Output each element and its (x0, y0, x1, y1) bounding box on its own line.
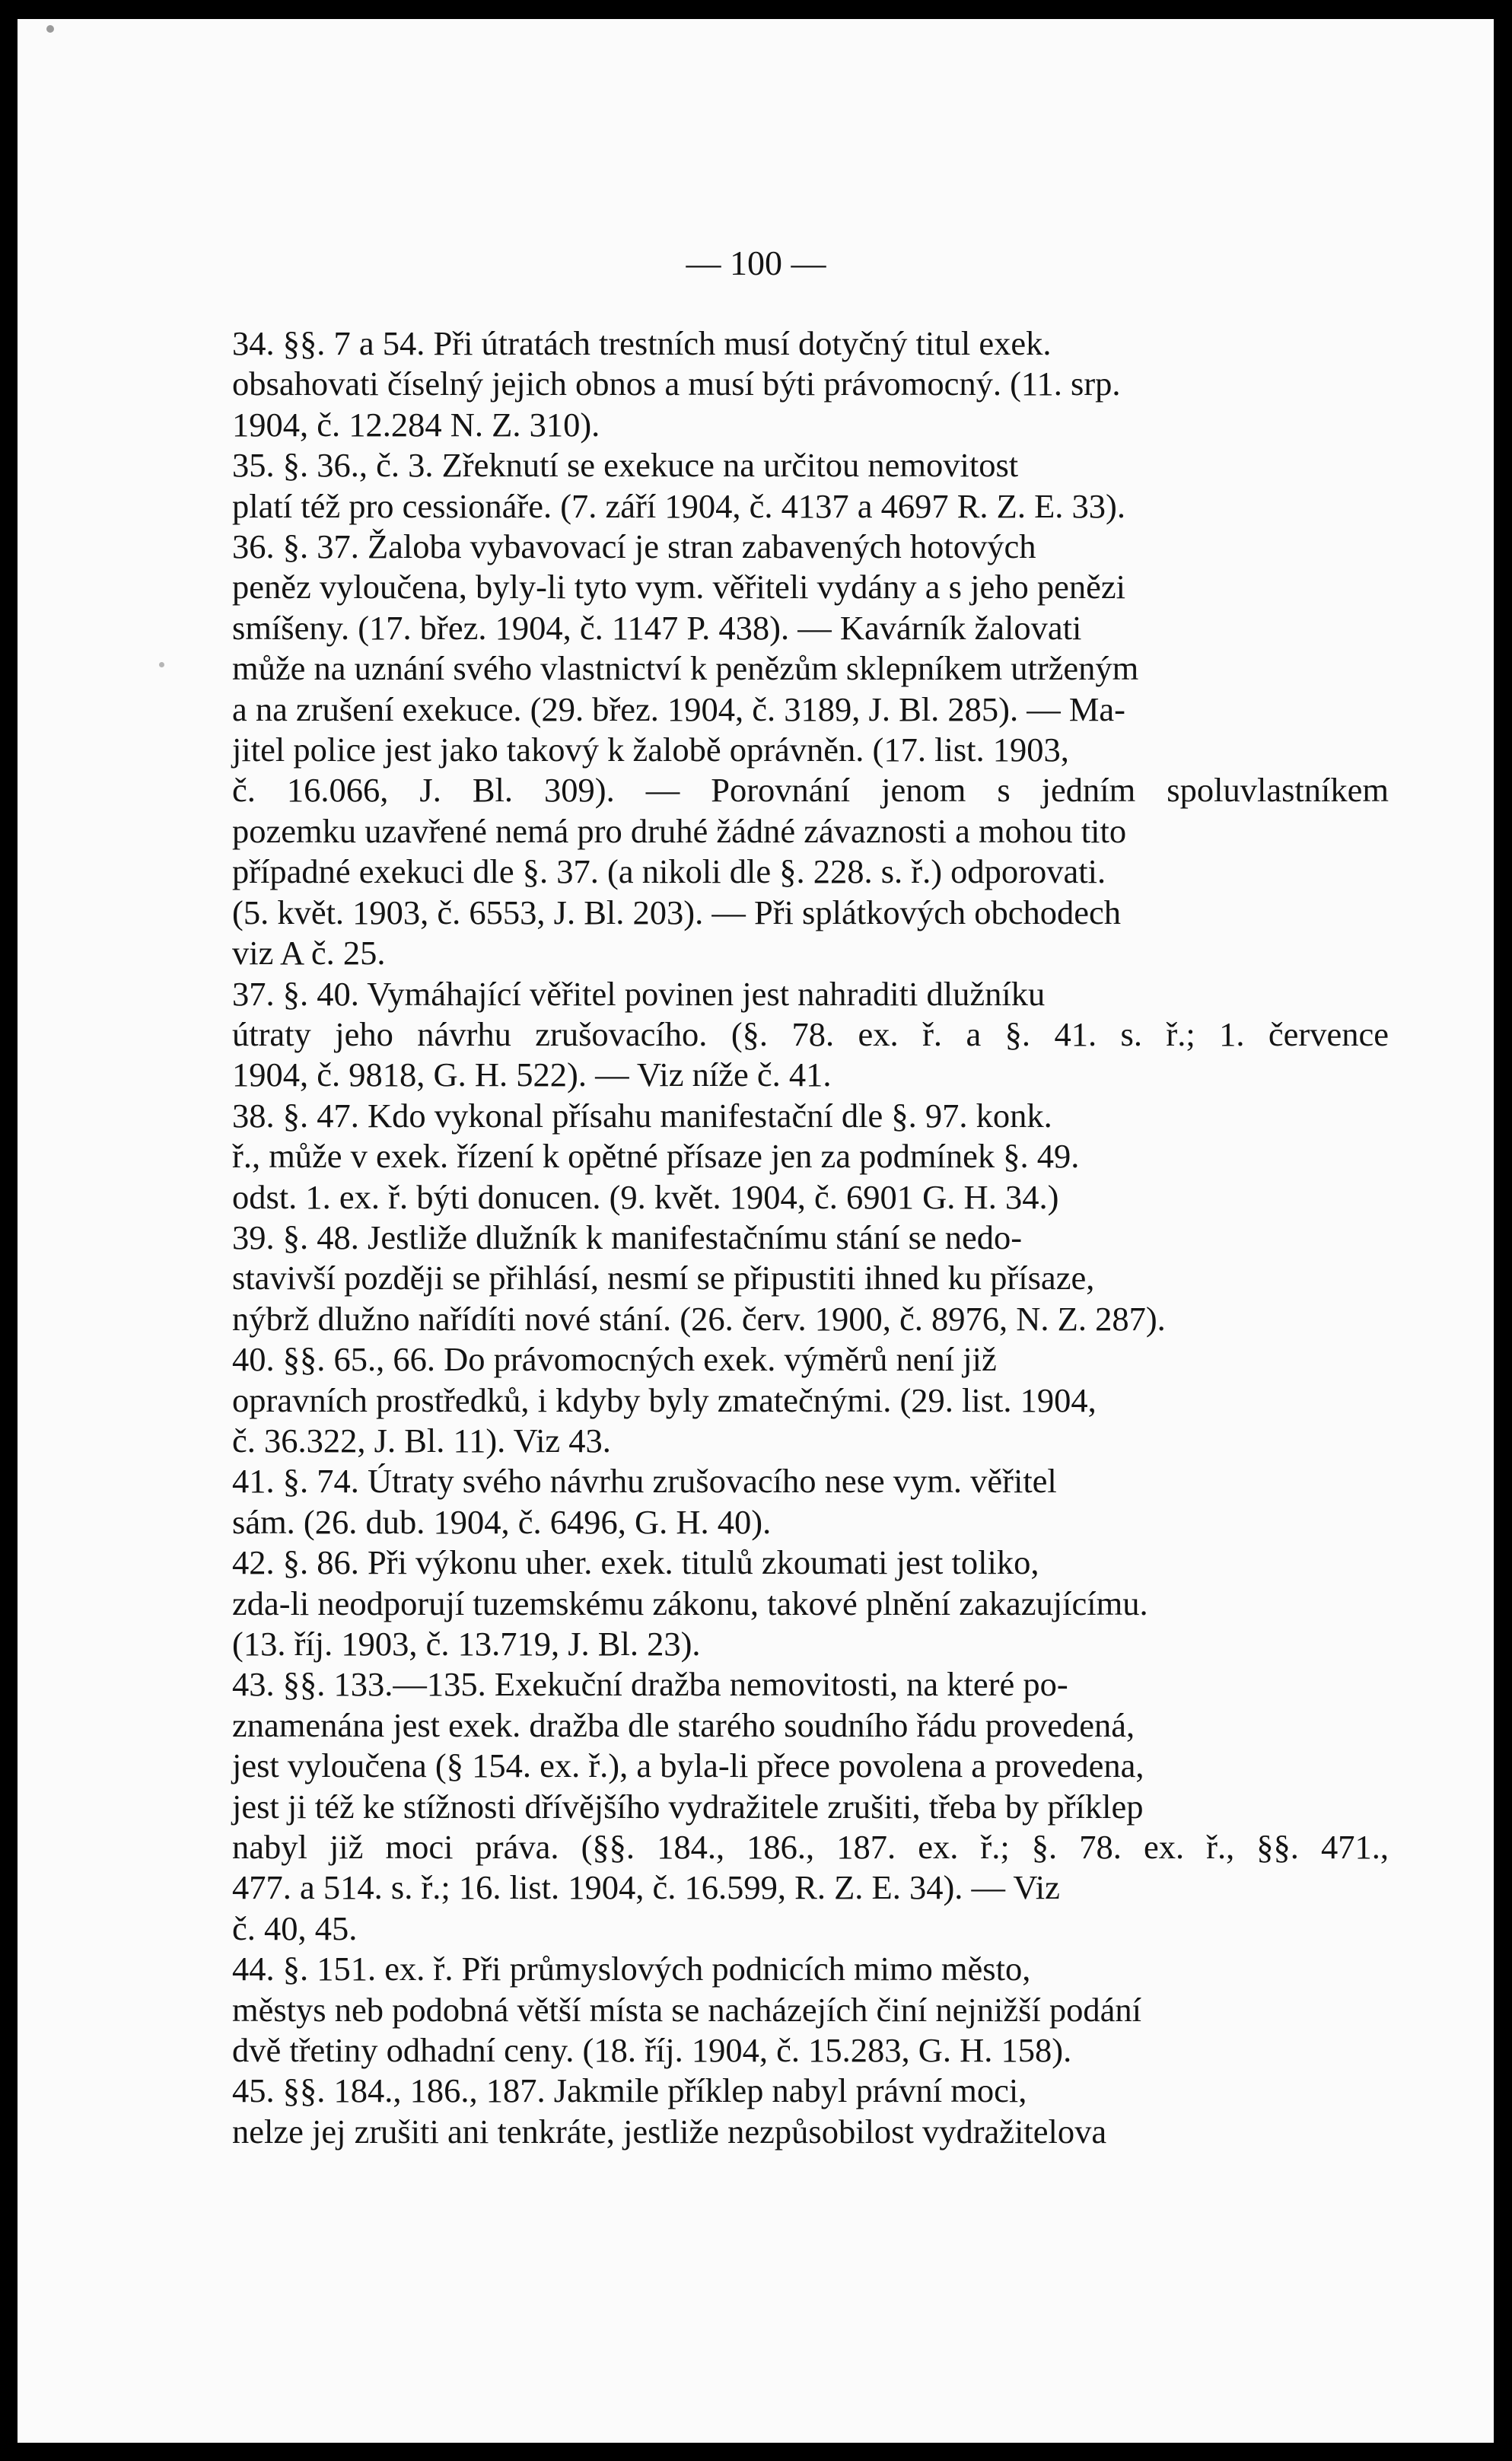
entry-line: (5. květ. 1903, č. 6553, J. Bl. 203). — Při splátkových obchodech (232, 893, 1121, 931)
scan-speck (159, 662, 164, 667)
entry-line: městys neb podobná větší místa se nacházejích činí nejnižší podání (232, 1990, 1142, 2029)
entry-line: 43. §§. 133.—135. Exekuční dražba nemovitosti, na které po- (232, 1665, 1068, 1704)
entry-line: 39. §. 48. Jestliže dlužník k manifestačnímu stání se nedo- (232, 1218, 1023, 1256)
entry-line: útraty jeho návrhu zrušovacího. (§. 78. ex. ř. a §. 41. s. ř.; 1. července (232, 1014, 1389, 1053)
entry-45 (232, 2071, 1389, 2152)
entry-line: 40. §§. 65., 66. Do právomocných exek. výměrů není již (232, 1340, 997, 1379)
entries-list (232, 323, 1389, 2152)
entry-line: nýbrž dlužno nařídíti nové stání. (26. červ. 1900, č. 8976, N. Z. 287). (232, 1299, 1166, 1338)
entry-line: 37. §. 40. Vymáhající věřitel povinen jest nahraditi dlužníku (232, 974, 1046, 1013)
entry-line: opravních prostředků, i kdyby byly zmatečnými. (29. list. 1904, (232, 1380, 1097, 1419)
entry-line: 44. §. 151. ex. ř. Při průmyslových podnicích mimo město, (232, 1950, 1031, 1988)
entry-line: 36. §. 37. Žaloba vybavovací je stran zabavených hotových (232, 527, 1036, 566)
entry-line: 41. §. 74. Útraty svého návrhu zrušovacího nese vym. věřitel (232, 1462, 1057, 1501)
entry-40 (232, 1339, 1389, 1461)
entry-line: sám. (26. dub. 1904, č. 6496, G. H. 40). (232, 1502, 772, 1541)
entry-line: č. 36.322, J. Bl. 11). Viz 43. (232, 1421, 611, 1460)
entry-line: (13. říj. 1903, č. 13.719, J. Bl. 23). (232, 1625, 701, 1663)
entry-line: smíšeny. (17. břez. 1904, č. 1147 P. 438). — Kavárník žalovati (232, 608, 1082, 647)
entry-43 (232, 1664, 1389, 1949)
entry-41 (232, 1461, 1389, 1543)
entry-line: odst. 1. ex. ř. býti donucen. (9. květ. 1904, č. 6901 G. H. 34.) (232, 1177, 1059, 1216)
scan-speck (46, 25, 54, 33)
entry-line: 1904, č. 12.284 N. Z. 310). (232, 405, 600, 444)
entry-line: 34. §§. 7 a 54. Při útratách trestních musí dotyčný titul exek. (232, 324, 1052, 362)
entry-line: peněz vyloučena, byly-li tyto vym. věřiteli vydány a s jeho penězi (232, 568, 1125, 606)
entry-line: dvě třetiny odhadní ceny. (18. říj. 1904, č. 15.283, G. H. 158). (232, 2031, 1072, 2070)
entry-42 (232, 1543, 1389, 1664)
entry-line: a na zrušení exekuce. (29. břez. 1904, č. 3189, J. Bl. 285). — Ma- (232, 689, 1125, 728)
entry-34 (232, 323, 1389, 445)
entry-line: 35. §. 36., č. 3. Zřeknutí se exekuce na určitou nemovitost (232, 446, 1019, 485)
entry-line: viz A č. 25. (232, 934, 386, 973)
page-number: — 100 — (686, 244, 826, 282)
entry-39 (232, 1218, 1389, 1339)
entry-line: č. 16.066, J. Bl. 309). — Porovnání jenom s jedním spoluvlastníkem (232, 771, 1389, 810)
entry-line: 477. a 514. s. ř.; 16. list. 1904, č. 16.599, R. Z. E. 34). — Viz (232, 1868, 1060, 1907)
entry-44 (232, 1949, 1389, 2071)
entry-line: 45. §§. 184., 186., 187. Jakmile příklep nabyl právní moci, (232, 2071, 1027, 2110)
entry-line: jest ji též ke stížnosti dřívějšího vydražitele zrušiti, třeba by příklep (232, 1787, 1144, 1826)
entry-line: 42. §. 86. Při výkonu uher. exek. titulů zkoumati jest toliko, (232, 1543, 1039, 1582)
entry-line: zda-li neodporují tuzemskému zákonu, takové plnění zakazujícímu. (232, 1584, 1148, 1622)
entry-line: č. 40, 45. (232, 1909, 358, 1947)
entry-line: pozemku uzavřené nemá pro druhé žádné závaznosti a mohou tito (232, 811, 1127, 850)
entry-line: 1904, č. 9818, G. H. 522). — Viz níže č. 41. (232, 1055, 832, 1094)
entry-line: jest vyloučena (§ 154. ex. ř.), a byla-li přece povolena a provedena, (232, 1746, 1144, 1785)
entry-line: nabyl již moci práva. (§§. 184., 186., 187. ex. ř.; §. 78. ex. ř., §§. 471., (232, 1828, 1389, 1867)
entry-line: 38. §. 47. Kdo vykonal přísahu manifestační dle §. 97. konk. (232, 1096, 1052, 1135)
entry-line: platí též pro cessionáře. (7. září 1904, č. 4137 a 4697 R. Z. E. 33). (232, 486, 1125, 525)
entry-line: případné exekuci dle §. 37. (a nikoli dle §. 228. s. ř.) odporovati. (232, 852, 1106, 891)
entry-35 (232, 445, 1389, 527)
entry-line: stavivší později se přihlásí, nesmí se připustiti ihned ku přísaze, (232, 1259, 1095, 1297)
entry-line: znamenána jest exek. dražba dle starého soudního řádu provedená, (232, 1705, 1135, 1744)
entry-37 (232, 974, 1389, 1096)
entry-line: nelze jej zrušiti ani tenkráte, jestliže nezpůsobilost vydražitelova (232, 2112, 1107, 2151)
entry-38 (232, 1096, 1389, 1218)
entry-line: ř., může v exek. řízení k opětné přísaze jen za podmínek §. 49. (232, 1137, 1080, 1176)
entry-line: obsahovati číselný jejich obnos a musí býti právomocný. (11. srp. (232, 365, 1121, 403)
entry-line: jitel police jest jako takový k žalobě oprávněn. (17. list. 1903, (232, 731, 1069, 769)
entry-line: může na uznání svého vlastnictví k penězům sklepníkem utrženým (232, 649, 1139, 688)
entry-36 (232, 527, 1389, 973)
